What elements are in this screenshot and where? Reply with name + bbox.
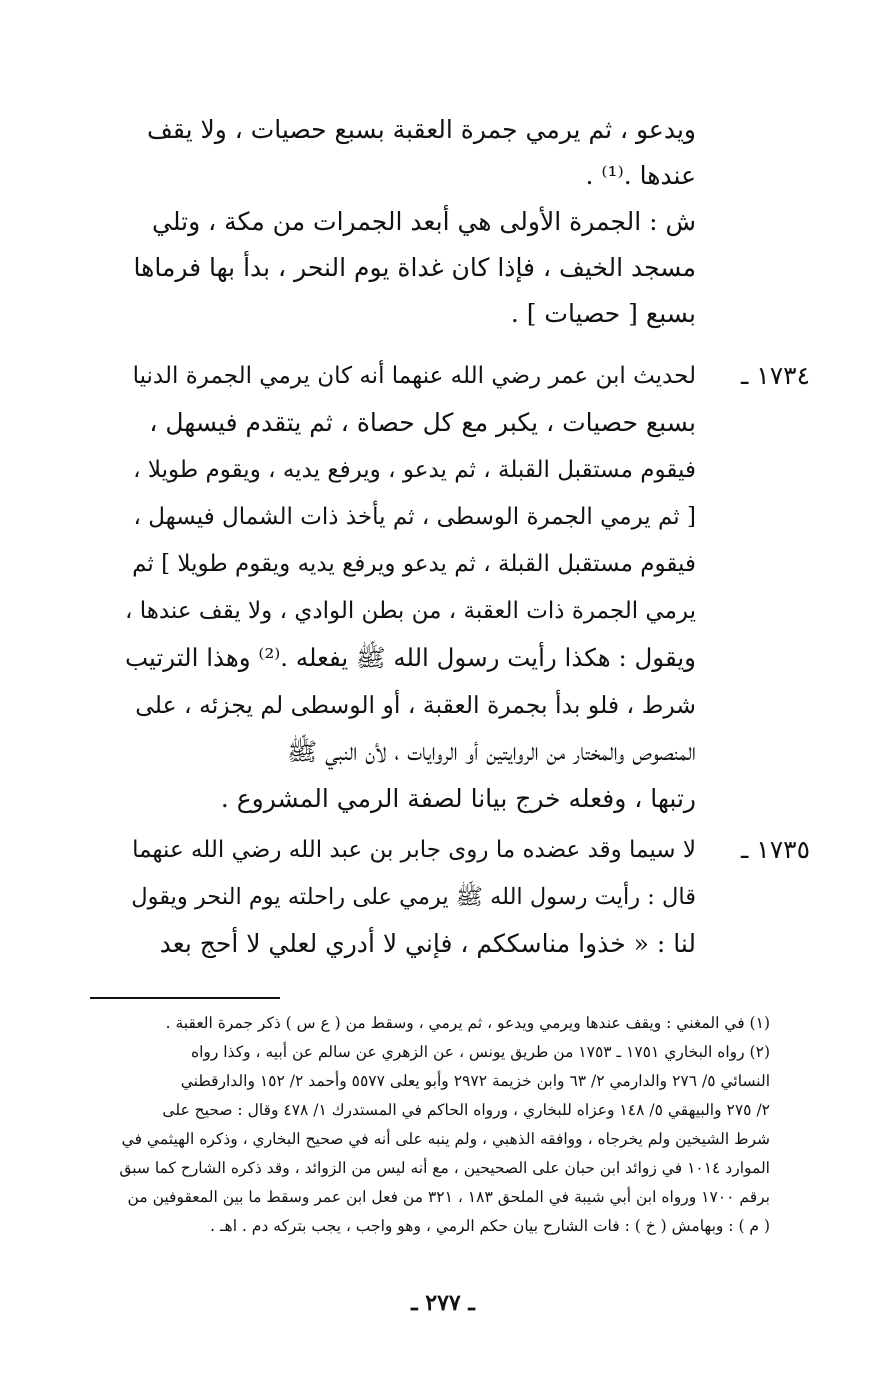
footnote-separator	[90, 997, 280, 999]
text-line: فيقوم مستقبل القبلة ، ثم يدعو ويرفع يديه ويقوم طويلا ] ثم	[132, 551, 696, 577]
footnote-line: ٢/ ٢٧٥ والبيهقي ٥/ ١٤٨ وعزاه للبخاري ، ورواه الحاكم في المستدرك ١/ ٤٧٨ وقال : صحيح على	[162, 1101, 770, 1119]
footnote-line: (١) في المغني : ويقف عندها ويرمي ويدعو ، ثم يرمي ، وسقط من ( ع س ) ذكر جمرة العقبة .	[165, 1014, 770, 1032]
footnote-line: النسائي ٥/ ٢٧٦ والدارمي ٢/ ٦٣ وابن خزيمة ٢٩٧٢ وأبو يعلى ٥٥٧٧ وأحمد ٢/ ١٥٢ والدارقطني	[180, 1072, 770, 1090]
text-line: بسبع حصيات ، يكبر مع كل حصاة ، ثم يتقدم فيسهل ،	[149, 408, 696, 437]
footnote-line: شرط الشيخين ولم يخرجاه ، ووافقه الذهبي ، ولم ينبه على أنه في صحيح البخاري ، وذكره الهيثمي في	[121, 1130, 770, 1148]
commentary-line: بسبع [ حصيات ] .	[510, 299, 696, 328]
text-line: [ ثم يرمي الجمرة الوسطى ، ثم يأخذ ذات الشمال فيسهل ،	[133, 504, 696, 530]
text-line: لنا : « خذوا مناسككم ، فإني لا أدري لعلي لا أحج بعد	[159, 929, 696, 958]
footnote-line: ( م ) : وبهامش ( خ ) : فات الشارح بيان حكم الرمي ، وهو واجب ، يجب بتركه دم . اهـ .	[210, 1217, 770, 1235]
text-line: يرمي الجمرة ذات العقبة ، من بطن الوادي ، ولا يقف عندها ،	[124, 598, 696, 624]
text-line: قال : رأيت رسول الله ﷺ يرمي على راحلته يوم النحر ويقول	[131, 884, 696, 910]
text-line: رتبها ، وفعله خرج بيانا لصفة الرمي المشروع .	[220, 784, 696, 813]
text-line: ويقول : هكذا رأيت رسول الله ﷺ يفعله .⁽²⁾ وهذا الترتيب	[124, 643, 696, 672]
text-line: فيقوم مستقبل القبلة ، ثم يدعو ، ويرفع يديه ، ويقوم طويلا ،	[133, 457, 696, 483]
commentary-line: مسجد الخيف ، فإذا كان غداة يوم النحر ، بدأ بها فرماها	[133, 253, 696, 282]
text-line: شرط ، فلو بدأ بجمرة العقبة ، أو الوسطى لم يجزئه ، على	[135, 691, 696, 719]
text-line: المنصوص والمختار من الروايتين أو الروايات ، لأن النبي ﷺ	[286, 737, 696, 766]
text-line: عندها .⁽¹⁾ .	[585, 161, 696, 190]
commentary-line: ش : الجمرة الأولى هي أبعد الجمرات من مكة ، وتلي	[152, 207, 696, 236]
footnote-line: الموارد ١٠١٤ في زوائد ابن حبان على الصحيحين ، مع أنه ليس من الزوائد ، وقد ذكره الشارح كما سبق	[119, 1159, 770, 1177]
paragraph-number: ١٧٣٥ ـ	[741, 835, 810, 864]
text-line: لا سيما وقد عضده ما روى جابر بن عبد الله رضي الله عنهما	[132, 837, 696, 863]
footnote-line: برقم ١٧٠٠ ورواه ابن أبي شيبة في الملحق ١٨٣ ، ٣٢١ من فعل ابن عمر وسقط ما بين المعقوفين من	[127, 1188, 770, 1206]
paragraph-number: ١٧٣٤ ـ	[741, 361, 810, 390]
footnote-line: (٢) رواه البخاري ١٧٥١ ـ ١٧٥٣ من طريق يونس ، عن الزهري عن سالم عن أبيه ، وكذا رواه	[190, 1043, 770, 1061]
text-line: لحديث ابن عمر رضي الله عنهما أنه كان يرمي الجمرة الدنيا	[132, 363, 696, 389]
text-line: ويدعو ، ثم يرمي جمرة العقبة بسبع حصيات ، ولا يقف	[147, 115, 696, 144]
page-number: ـ ٢٧٧ ـ	[411, 1290, 475, 1316]
